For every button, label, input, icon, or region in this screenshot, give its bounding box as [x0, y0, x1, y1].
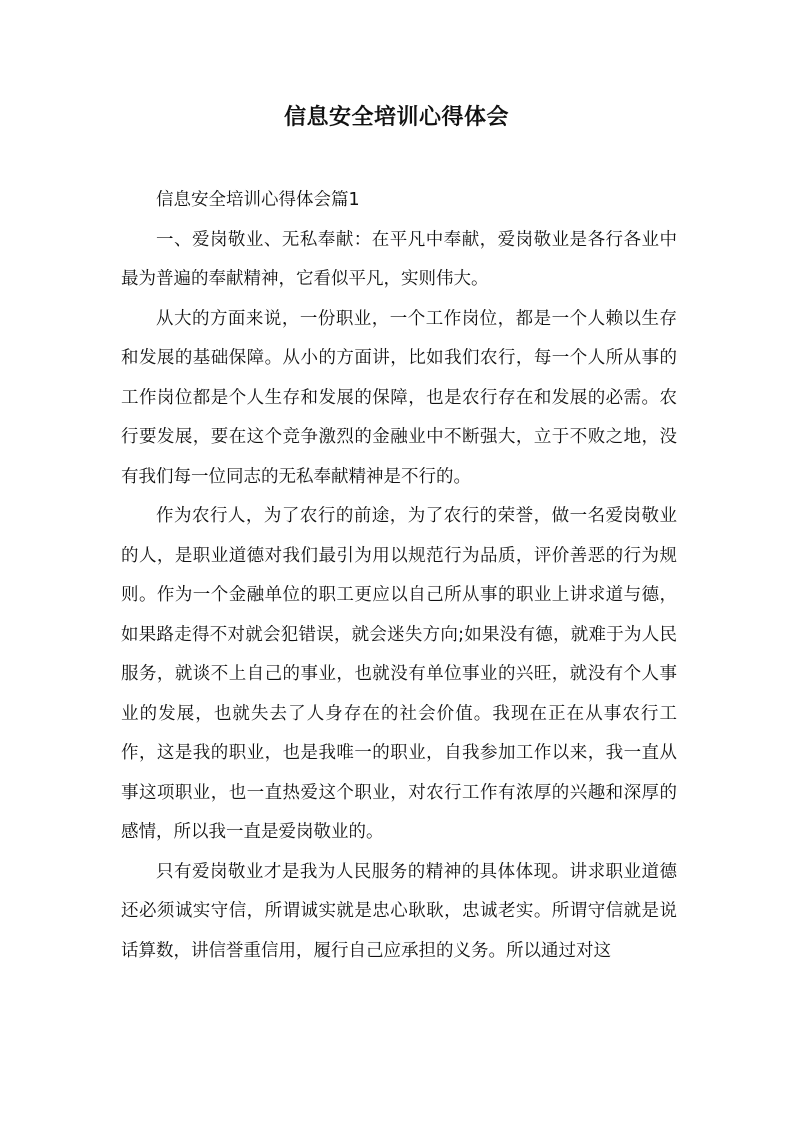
body-paragraph: 从大的方面来说，一份职业，一个工作岗位，都是一个人赖以生存和发展的基础保障。从小的方面讲，比如我们农行，每一个人所从事的工作岗位都是个人生存和发展的保障，也是农行存在和发展的必需。农行要发展，要在这个竞争激烈的金融业中不断强大，立于不败之地，没有我们每一位同志的无私奉献精神是不行的。	[121, 308, 677, 487]
document-body	[121, 181, 677, 971]
section-heading: 信息安全培训心得体会篇1	[156, 190, 360, 210]
body-paragraph: 一、爱岗敬业、无私奉献：在平凡中奉献，爱岗敬业是各行各业中最为普遍的奉献精神，它看似平凡，实则伟大。	[121, 229, 677, 289]
document-title: 信息安全培训心得体会	[283, 105, 509, 130]
body-paragraph: 作为农行人，为了农行的前途，为了农行的荣誉，做一名爱岗敬业的人，是职业道德对我们最引为用以规范行为品质，评价善恶的行为规则。作为一个金融单位的职工更应以自己所从事的职业上讲求道与德，如果路走得不对就会犯错误，就会迷失方向;如果没有德，就难于为人民服务，就谈不上自己的事业，也就没有单位事业的兴旺，就没有个人事业的发展，也就失去了人身存在的社会价值。我现在正在从事农行工作，这是我的职业，也是我唯一的职业，自我参加工作以来，我一直从事这项职业，也一直热爱这个职业，对农行工作有浓厚的兴趣和深厚的感情，所以我一直是爱岗敬业的。	[121, 506, 677, 842]
body-paragraph: 只有爱岗敬业才是我为人民服务的精神的具体体现。讲求职业道德还必须诚实守信，所谓诚实就是忠心耿耿，忠诚老实。所谓守信就是说话算数，讲信誉重信用，履行自己应承担的义务。所以通过对这	[121, 861, 677, 961]
